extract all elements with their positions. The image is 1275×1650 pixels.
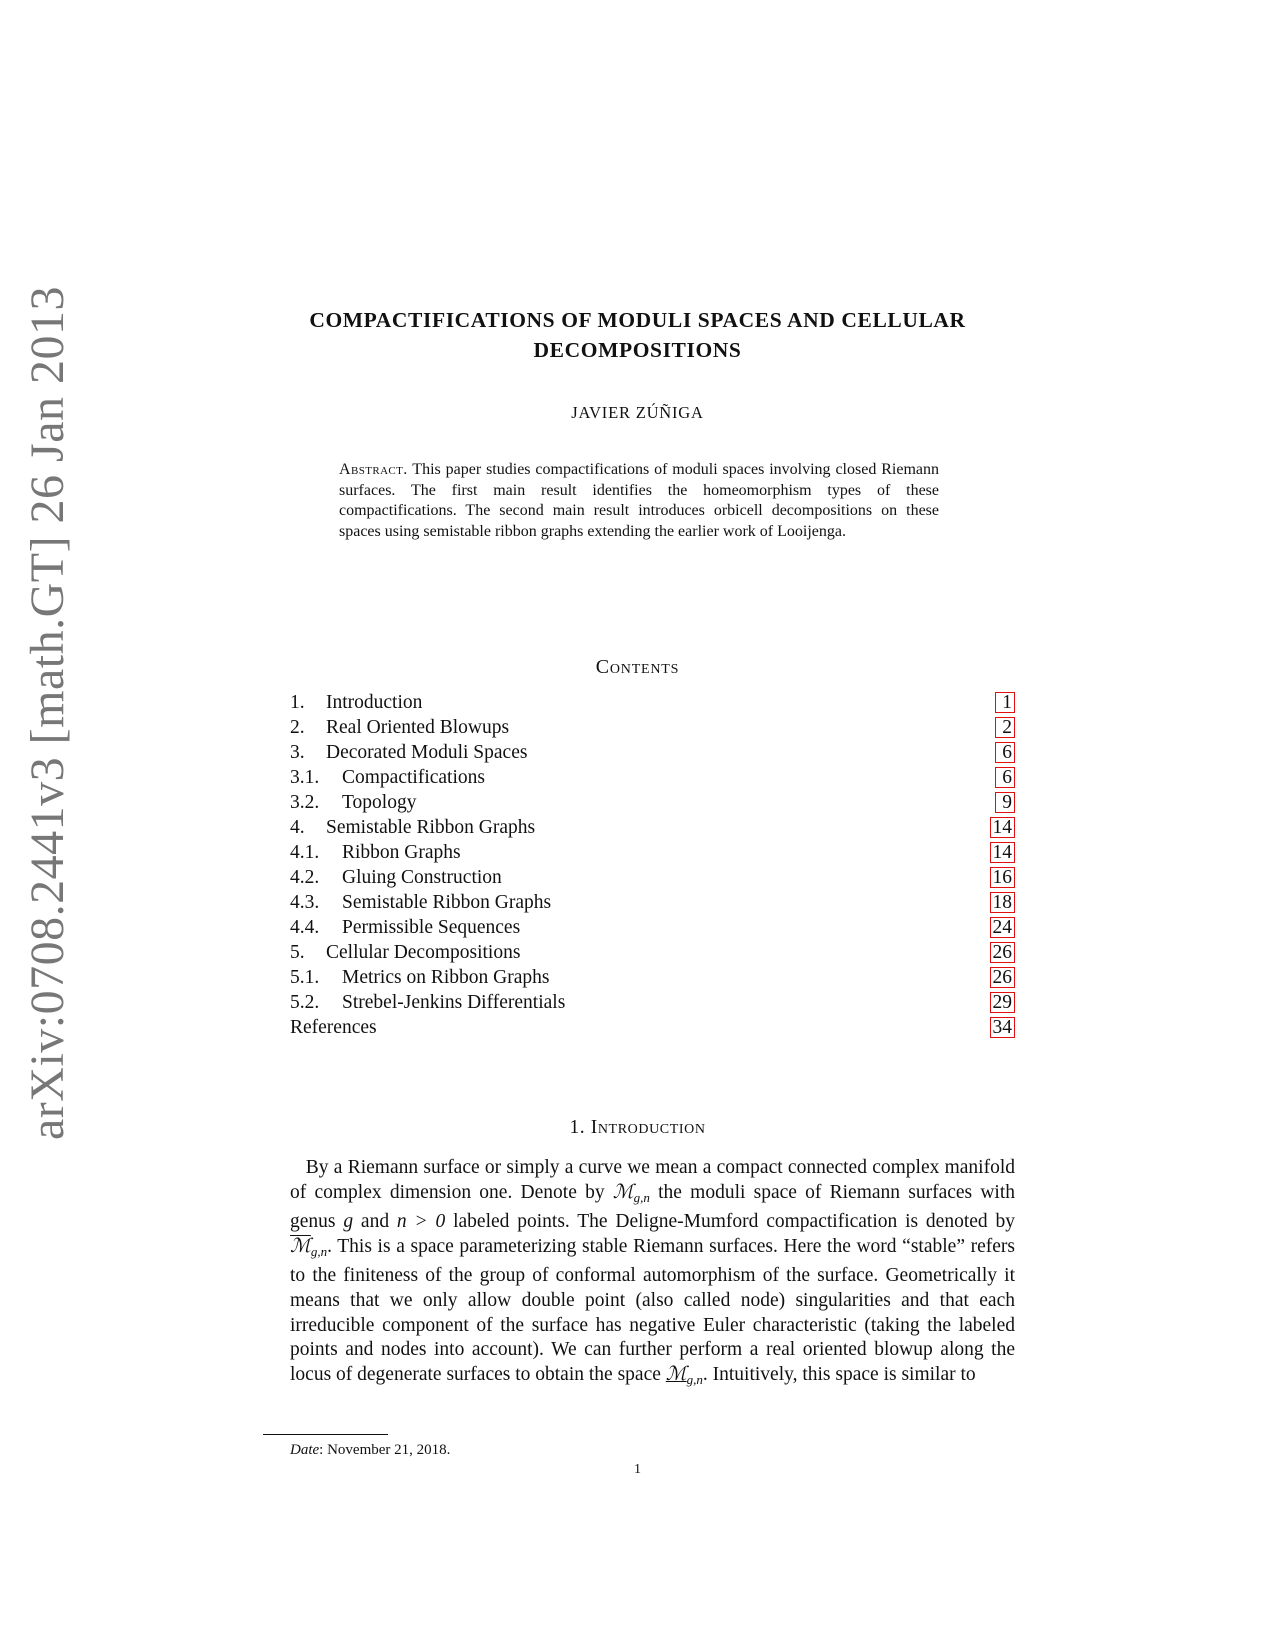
toc-entry-number: 4.4. [290, 917, 320, 938]
toc-page-link[interactable]: 18 [990, 892, 1016, 913]
toc-entry[interactable] [290, 840, 1015, 865]
section-heading-introduction [240, 1117, 1035, 1139]
toc-entry[interactable] [290, 915, 1015, 940]
abstract-text: This paper studies compactifications of moduli spaces involving closed Riemann surfaces. The first main result identifies the homeomorphism types of these compactifications. The second main result introduces orbicell decompositions on these spaces using semistable ribbon graphs extending the earlier work of Looijenga. [339, 461, 939, 540]
section-title: Introduction [590, 1117, 706, 1138]
toc-page-link[interactable]: 9 [995, 792, 1015, 813]
toc-entry[interactable] [290, 740, 1015, 765]
moduli-space-subscript: g,n [633, 1189, 650, 1205]
footnote-label: Date [290, 1442, 320, 1458]
toc-entry-label[interactable]: Introduction [326, 692, 423, 713]
footnote-date [290, 1442, 450, 1459]
toc-entry[interactable] [290, 765, 1015, 790]
toc-entry-number: 1. [290, 692, 305, 713]
toc-entry[interactable] [290, 890, 1015, 915]
body-text-2: the moduli space of Riemann surfaces with genus [290, 1181, 1016, 1233]
toc-page-link[interactable]: 14 [990, 842, 1016, 863]
toc-page-link[interactable]: 6 [995, 767, 1015, 788]
page-number: 1 [634, 1462, 641, 1477]
footnote-text: : November 21, 2018. [319, 1442, 451, 1458]
toc-page-link[interactable]: 29 [990, 992, 1016, 1013]
toc-entry-number: 3. [290, 742, 305, 763]
toc-entry-number: 2. [290, 717, 305, 738]
compactified-moduli-subscript: g,n [310, 1243, 328, 1259]
toc-entry[interactable] [290, 790, 1015, 815]
table-of-contents [290, 690, 1015, 1040]
toc-entry-number: 5.2. [290, 992, 320, 1013]
abstract [339, 460, 939, 542]
toc-entry-label[interactable]: Real Oriented Blowups [326, 717, 510, 738]
toc-page-link[interactable]: 26 [990, 967, 1016, 988]
toc-entry[interactable] [290, 1015, 1015, 1040]
introduction-paragraph [290, 1156, 1015, 1392]
toc-page-link[interactable]: 24 [990, 917, 1016, 938]
toc-page-link[interactable]: 6 [995, 742, 1015, 763]
toc-entry[interactable] [290, 965, 1015, 990]
body-text-4: labeled points. The Deligne-Mumford compactification is denoted by [445, 1211, 1015, 1233]
toc-entry-number: 4.3. [290, 892, 320, 913]
toc-entry[interactable] [290, 715, 1015, 740]
toc-entry-label[interactable]: References [290, 1017, 377, 1038]
toc-page-link[interactable]: 1 [995, 692, 1015, 713]
toc-entry-number: 4.2. [290, 867, 320, 888]
body-text-1: By a Riemann surface or simply a curve we mean a compact connected complex manifold of complex dimension one. Denote by [290, 1157, 1016, 1203]
toc-entry-number: 3.1. [290, 767, 320, 788]
toc-entry-label[interactable]: Ribbon Graphs [342, 842, 461, 863]
arxiv-identifier-stamp: arXiv:0708.2441v3 [math.GT] 26 Jan 2013 [21, 285, 74, 1140]
toc-entry-number: 5.1. [290, 967, 320, 988]
toc-entry-label[interactable]: Semistable Ribbon Graphs [342, 892, 552, 913]
toc-entry-number: 3.2. [290, 792, 320, 813]
toc-entry-label[interactable]: Gluing Construction [342, 867, 502, 888]
toc-page-link[interactable]: 16 [990, 867, 1016, 888]
blowup-moduli-subscript: g,n [686, 1371, 703, 1387]
footnote-rule [263, 1434, 388, 1435]
toc-entry-label[interactable]: Strebel-Jenkins Differentials [342, 992, 566, 1013]
body-text-3: and [353, 1211, 397, 1233]
body-text-5: . This is a space parameterizing stable Riemann surfaces. Here the word “stable” refers to the finiteness of the group of conformal automorphism of the surface. Geometrically it means that we only allow double point (also called node) singularities and that each irreducible component of the surface has negative Euler characteristic (taking the labeled points and nodes into account). We can further perform a real oriented blowup along the locus of degenerate surfaces to obtain the space [290, 1235, 1015, 1385]
toc-entry-number: 4.1. [290, 842, 320, 863]
toc-entry-number: 5. [290, 942, 305, 963]
paper-title [240, 305, 1035, 365]
author-name: JAVIER ZÚÑIGA [571, 403, 704, 422]
compactified-moduli-symbol: ℳ [290, 1235, 311, 1257]
blowup-moduli-symbol: ℳ [665, 1363, 687, 1385]
toc-entry-label[interactable]: Cellular Decompositions [326, 942, 521, 963]
toc-entry-number: 4. [290, 817, 305, 838]
toc-entry-label[interactable]: Semistable Ribbon Graphs [326, 817, 536, 838]
toc-entry[interactable] [290, 865, 1015, 890]
toc-entry-label[interactable]: Decorated Moduli Spaces [326, 742, 528, 763]
toc-page-link[interactable]: 2 [995, 717, 1015, 738]
title-line-1: COMPACTIFICATIONS OF MODULI SPACES AND CELLULAR [309, 308, 966, 332]
moduli-space-symbol: ℳ [612, 1181, 634, 1203]
toc-page-link[interactable]: 26 [990, 942, 1016, 963]
section-number: 1. [569, 1117, 586, 1138]
toc-entry[interactable] [290, 815, 1015, 840]
title-line-2: DECOMPOSITIONS [533, 338, 742, 362]
toc-entry-label[interactable]: Metrics on Ribbon Graphs [342, 967, 550, 988]
toc-entry-label[interactable]: Permissible Sequences [342, 917, 521, 938]
toc-page-link[interactable]: 34 [990, 1017, 1016, 1038]
contents-heading: Contents [595, 656, 680, 678]
toc-entry[interactable] [290, 940, 1015, 965]
toc-page-link[interactable]: 14 [990, 817, 1016, 838]
genus-symbol: g [343, 1211, 354, 1233]
toc-entry-label[interactable]: Topology [342, 792, 417, 813]
toc-entry[interactable] [290, 990, 1015, 1015]
toc-entry-label[interactable]: Compactifications [342, 767, 485, 788]
abstract-label: Abstract. [339, 461, 408, 478]
n-positive-expression: n > 0 [396, 1211, 446, 1233]
toc-entry[interactable] [290, 690, 1015, 715]
body-text-6: . Intuitively, this space is similar to [702, 1363, 976, 1385]
